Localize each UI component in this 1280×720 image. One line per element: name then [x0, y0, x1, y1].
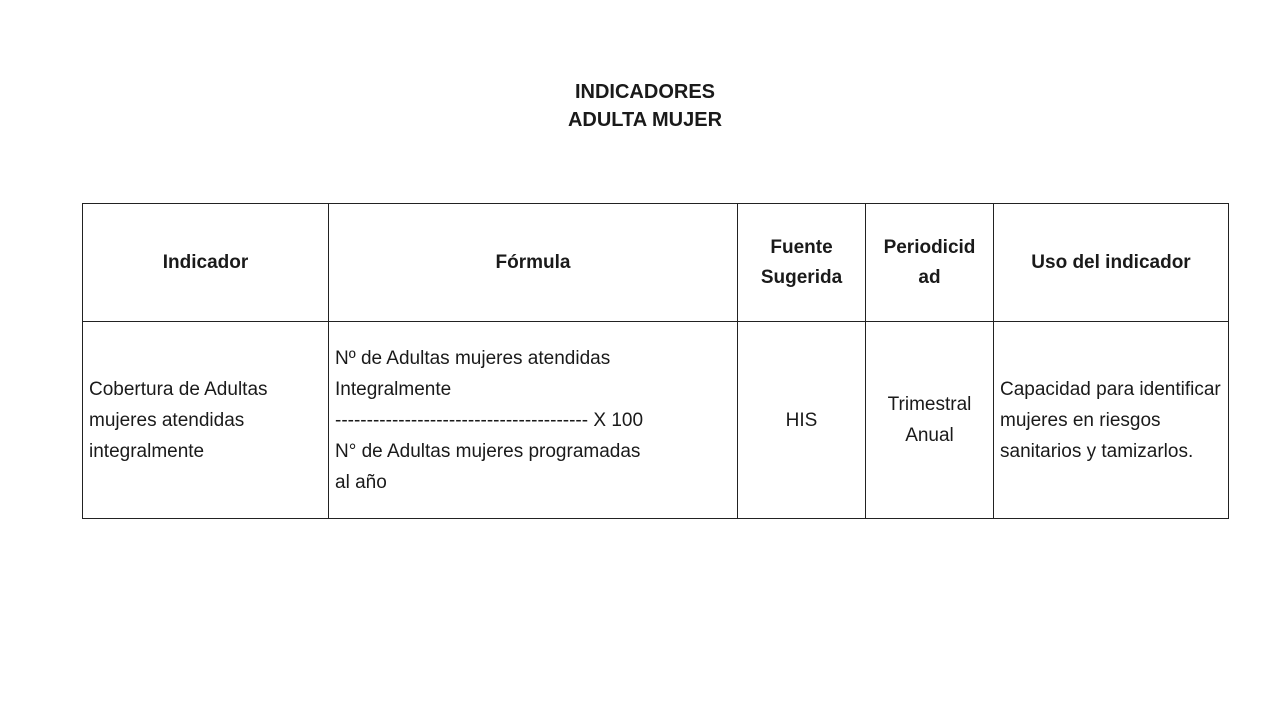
periodicidad-line-2: Anual	[905, 425, 954, 446]
header-formula: Fórmula	[329, 204, 738, 322]
cell-indicador: Cobertura de Adultas mujeres atendidas integralmente	[83, 322, 329, 519]
header-indicador: Indicador	[83, 204, 329, 322]
header-fuente-line-1: Fuente	[770, 236, 833, 258]
periodicidad-line-1: Trimestral	[887, 394, 972, 415]
cell-fuente: HIS	[738, 322, 866, 519]
header-fuente	[738, 204, 866, 322]
table-row	[83, 322, 1229, 519]
header-periodicidad	[866, 204, 994, 322]
formula-denominator-line-1: N° de Adultas mujeres programadas	[335, 440, 641, 462]
table-header-row	[83, 204, 1229, 322]
formula-numerator-line-2: Integralmente	[335, 378, 452, 400]
formula-numerator-line-1: Nº de Adultas mujeres atendidas	[335, 347, 611, 369]
header-periodicidad-line-1: Periodicid	[883, 236, 976, 258]
header-periodicidad-line-2: ad	[918, 266, 941, 288]
page-title	[0, 78, 1280, 134]
cell-uso: Capacidad para identificar mujeres en riesgos sanitarios y tamizarlos.	[994, 322, 1229, 519]
title-line-2: ADULTA MUJER	[567, 109, 723, 131]
indicators-table	[82, 203, 1229, 519]
header-uso: Uso del indicador	[994, 204, 1229, 322]
header-fuente-line-2: Sugerida	[760, 266, 843, 288]
formula-denominator-line-2: al año	[335, 471, 387, 493]
cell-formula	[329, 322, 738, 519]
cell-periodicidad	[866, 322, 994, 519]
formula-divider: ---------------------------------------- X 100	[335, 409, 644, 431]
title-line-1: INDICADORES	[574, 81, 715, 103]
